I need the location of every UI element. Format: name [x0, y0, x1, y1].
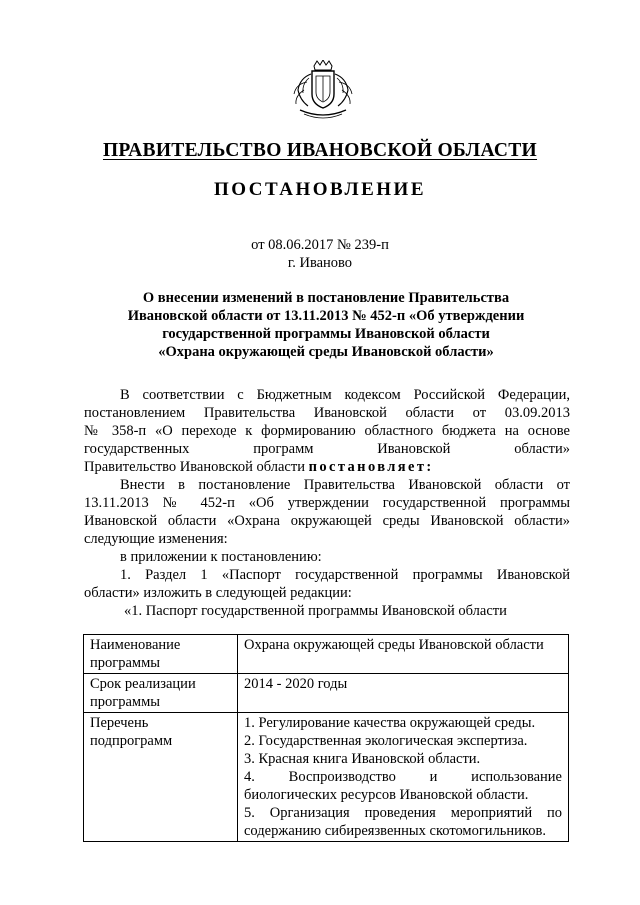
cell-line: 2. Государственная экологическая экспертиза. — [244, 733, 528, 749]
table-row — [84, 674, 569, 713]
decree-title: ПОСТАНОВЛЕНИЕ — [213, 179, 427, 200]
coat-of-arms-icon — [290, 60, 356, 122]
table-row — [84, 635, 569, 674]
body-line: области» изложить в следующей редакции: — [84, 585, 352, 601]
decision-keyword: постановляет: — [308, 459, 434, 475]
cell-line: 2014 - 2020 годы — [244, 676, 348, 692]
cell-line: Охрана окружающей среды Ивановской области — [244, 637, 544, 653]
decree-date-number: от 08.06.2017 № 239-п — [251, 237, 389, 253]
subject-line: О внесении изменений в постановление Правительства — [142, 290, 510, 306]
decree-body — [84, 386, 570, 620]
table-cell-value — [238, 635, 569, 674]
table-cell-label: Наименование программы — [84, 635, 238, 674]
cell-line: 4. Воспроизводство и использование биологических ресурсов Ивановской области. — [244, 769, 562, 803]
decree-city: г. Иваново — [287, 255, 353, 271]
body-line: 1. Раздел 1 «Паспорт государственной программы Ивановской — [120, 567, 570, 583]
table-cell-value — [238, 674, 569, 713]
cell-line: 5. Организация проведения мероприятий по содержанию сибиреязвенных скотомогильников. — [244, 805, 562, 839]
subject-line: государственной программы Ивановской области — [162, 326, 490, 342]
body-text: Правительство Ивановской области — [84, 459, 309, 475]
table-cell-label: Перечень подпрограмм — [84, 713, 238, 842]
subject-line: «Охрана окружающей среды Ивановской области» — [158, 344, 494, 360]
body-line-decision — [84, 458, 570, 476]
body-line: В соответствии с Бюджетным кодексом Российской Федерации, — [120, 387, 570, 403]
body-line: следующие изменения: — [84, 531, 228, 547]
subject-line: Ивановской области от 13.11.2013 № 452-п «Об утверждении — [127, 308, 525, 324]
body-line: государственных программ Ивановской области» — [84, 441, 570, 457]
table-cell-label: Срок реализации программы — [84, 674, 238, 713]
program-passport-table — [83, 634, 569, 842]
body-line: Ивановской области «Охрана окружающей среды Ивановской области» — [84, 513, 570, 529]
table-cell-value — [238, 713, 569, 842]
body-line: «1. Паспорт государственной программы Ивановской области — [124, 603, 507, 619]
cell-line: 1. Регулирование качества окружающей среды. — [244, 715, 536, 731]
decree-subject — [84, 289, 568, 361]
body-line: в приложении к постановлению: — [120, 549, 322, 565]
body-line: 13.11.2013 № 452-п «Об утверждении государственной программы — [84, 495, 570, 511]
government-name: ПРАВИТЕЛЬСТВО ИВАНОВСКОЙ ОБЛАСТИ — [102, 140, 538, 161]
body-line: постановлением Правительства Ивановской области от 03.09.2013 — [84, 405, 570, 421]
body-line: Внести в постановление Правительства Ивановской области от — [120, 477, 570, 493]
body-line: № 358-п «О переходе к формированию областного бюджета на основе — [84, 423, 570, 439]
table-row — [84, 713, 569, 842]
cell-line: 3. Красная книга Ивановской области. — [244, 751, 481, 767]
